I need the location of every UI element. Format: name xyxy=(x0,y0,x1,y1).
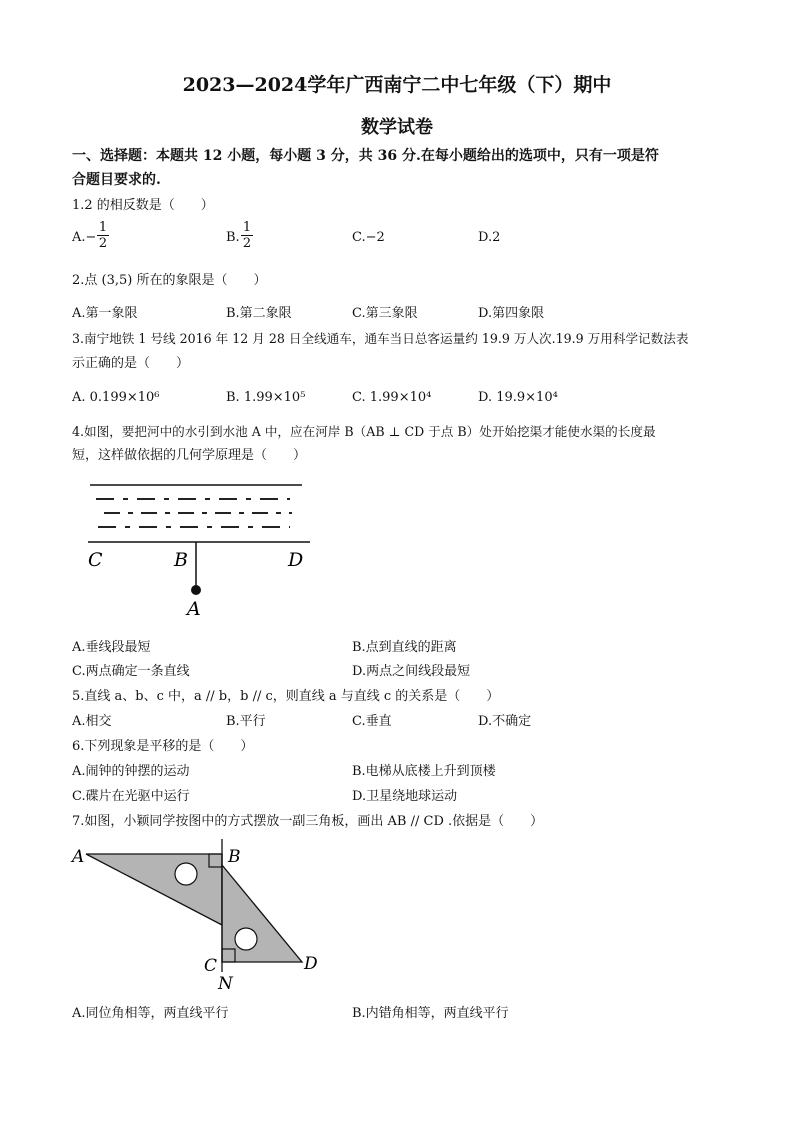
label-a: A xyxy=(187,598,201,620)
q4-option-c: C.两点确定一条直线 xyxy=(72,664,190,679)
label-b: B xyxy=(174,549,188,571)
q1-option-c: C.−2 xyxy=(352,230,385,245)
q1-stem: 1.2 的相反数是（ ） xyxy=(72,198,214,213)
label-d: D xyxy=(288,549,304,571)
q4-option-d: D.两点之间线段最短 xyxy=(352,664,471,679)
q6-option-c: C.碟片在光驱中运行 xyxy=(72,789,190,804)
section-line-2: 合题目要求的. xyxy=(72,172,161,188)
q3-option-b: B. 1.99×10⁵ xyxy=(226,390,306,405)
q6-option-a: A.闹钟的钟摆的运动 xyxy=(72,764,190,779)
q4-option-b: B.点到直线的距离 xyxy=(352,640,457,655)
q5-option-d: D.不确定 xyxy=(478,714,532,729)
q6-option-b: B.电梯从底楼上升到顶楼 xyxy=(352,764,496,779)
set-square-lower xyxy=(222,865,302,962)
q5-stem: 5.直线 a、b、c 中，a // b，b // c，则直线 a 与直线 c 的关系是（ ） xyxy=(72,689,500,704)
q2-option-a: A.第一象限 xyxy=(72,306,138,321)
q1-option-d: D.2 xyxy=(478,230,501,245)
triangles-figure xyxy=(70,836,330,996)
q1-a-denominator: 2 xyxy=(98,236,108,251)
q2-option-c: C.第三象限 xyxy=(352,306,418,321)
label-n: N xyxy=(218,974,233,994)
q2-option-b: B.第二象限 xyxy=(226,306,292,321)
q2-option-d: D.第四象限 xyxy=(478,306,545,321)
q3-option-a: A. 0.199×10⁶ xyxy=(72,390,160,405)
q3-stem-line-2: 示正确的是（ ） xyxy=(72,356,190,371)
q4-stem-line-2: 短，这样做依据的几何学原理是（ ） xyxy=(72,448,307,463)
q1-a-prefix: A.− xyxy=(72,230,97,245)
q1-b-denominator: 2 xyxy=(242,236,252,251)
label-d: D xyxy=(304,954,318,974)
river-water-dashes xyxy=(96,499,292,527)
q4-stem-line-1: 4.如图，要把河中的水引到水池 A 中，应在河岸 B（AB ⊥ CD 于点 B）处开始挖渠才能使水渠的长度最 xyxy=(72,424,656,439)
q6-option-d: D.卫星绕地球运动 xyxy=(352,789,458,804)
q3-option-c: C. 1.99×10⁴ xyxy=(352,390,432,405)
q5-option-c: C.垂直 xyxy=(352,714,392,729)
pool-point-a xyxy=(191,585,201,595)
q7-option-b: B.内错角相等，两直线平行 xyxy=(352,1006,509,1021)
set-square-upper xyxy=(86,854,222,925)
q2-stem: 2.点 (3,5) 所在的象限是（ ） xyxy=(72,273,267,288)
q1-b-fraction xyxy=(241,220,253,251)
q3-option-d: D. 19.9×10⁴ xyxy=(478,390,558,405)
q5-option-a: A.相交 xyxy=(72,714,112,729)
q1-a-fraction xyxy=(97,220,109,251)
q3-stem-line-1: 3.南宁地铁 1 号线 2016 年 12 月 28 日全线通车，通车当日总客运量约 19.9 万人次.19.9 万用科学记数法表 xyxy=(72,331,689,346)
q5-option-b: B.平行 xyxy=(226,714,266,729)
label-b: B xyxy=(228,847,241,867)
q7-stem: 7.如图，小颖同学按图中的方式摆放一副三角板，画出 AB // CD .依据是（ ） xyxy=(72,814,544,829)
section-heading xyxy=(72,144,732,192)
q1-b-prefix: B. xyxy=(226,230,240,245)
page-title: 2023—2024学年广西南宁二中七年级（下）期中 xyxy=(182,74,612,96)
set-square-hole-lower xyxy=(235,928,257,950)
label-c: C xyxy=(204,956,218,976)
q1-b-numerator: 1 xyxy=(242,220,252,235)
set-square-hole-upper xyxy=(175,863,197,885)
q1-a-numerator: 1 xyxy=(98,220,108,235)
q7-option-a: A.同位角相等，两直线平行 xyxy=(72,1006,229,1021)
label-c: C xyxy=(88,549,103,571)
q6-stem: 6.下列现象是平移的是（ ） xyxy=(72,739,254,754)
label-a: A xyxy=(72,847,85,867)
page-subtitle: 数学试卷 xyxy=(361,117,433,138)
river-figure xyxy=(80,478,320,623)
q4-option-a: A.垂线段最短 xyxy=(72,640,151,655)
section-line-1: 一、选择题：本题共 12 小题，每小题 3 分，共 36 分.在每小题给出的选项中，只有一项是符 xyxy=(72,148,659,164)
